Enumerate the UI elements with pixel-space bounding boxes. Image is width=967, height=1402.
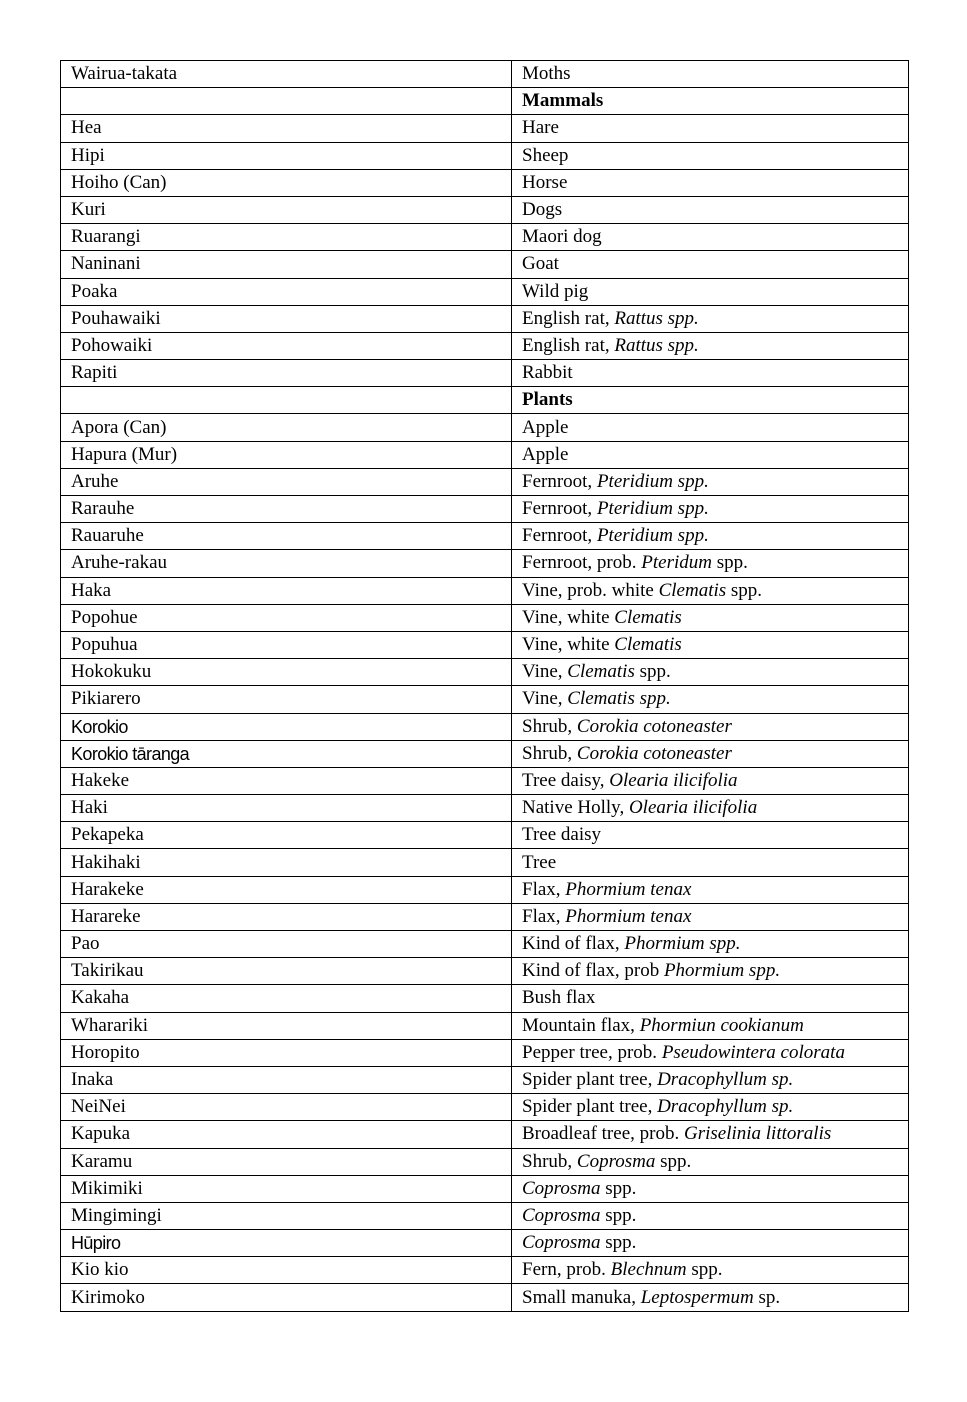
maori-name-cell: Ruarangi <box>61 224 512 251</box>
section-heading-row <box>61 88 909 115</box>
scientific-name: Rattus spp. <box>614 307 699 329</box>
maori-name-cell: Popohue <box>61 604 512 631</box>
table-row <box>61 523 909 550</box>
scientific-name: Phormium spp. <box>624 933 741 955</box>
table-row <box>61 169 909 196</box>
english-name-cell <box>512 360 909 387</box>
english-name-cell <box>512 441 909 468</box>
english-name-cell <box>512 577 909 604</box>
english-name-cell <box>512 931 909 958</box>
scientific-name: Rattus spp. <box>614 334 699 356</box>
english-name-cell <box>512 1175 909 1202</box>
maori-name-cell: Aruhe-rakau <box>61 550 512 577</box>
scientific-name: Phormium spp. <box>663 960 781 982</box>
common-name-text: Fernroot, <box>522 470 597 492</box>
english-name-cell <box>512 1284 909 1311</box>
common-name-text: Kind of flax, <box>522 933 625 955</box>
table-row <box>61 1121 909 1148</box>
scientific-name: Dracophyllum sp. <box>657 1069 794 1091</box>
english-name-cell <box>512 631 909 658</box>
common-name-text: spp. <box>686 1259 723 1281</box>
common-name-text: Moths <box>522 63 571 85</box>
common-name-text: spp. <box>600 1177 637 1199</box>
glossary-table-body <box>61 61 909 1312</box>
common-name-text: Fernroot, prob. <box>522 552 642 574</box>
common-name-text: Vine, white <box>522 634 615 656</box>
scientific-name: Clematis spp. <box>567 688 671 710</box>
english-name-cell <box>512 958 909 985</box>
common-name-text: Vine, white <box>522 606 615 628</box>
scientific-name: Coprosma <box>522 1204 601 1226</box>
common-name-text: Dogs <box>522 199 563 221</box>
maori-name-cell: Wharariki <box>61 1012 512 1039</box>
maori-name-cell: Rarauhe <box>61 496 512 523</box>
table-row <box>61 1175 909 1202</box>
table-row <box>61 985 909 1012</box>
maori-name-cell: Haka <box>61 577 512 604</box>
common-name-text: English rat, <box>522 307 615 329</box>
maori-name-cell: Hoiho (Can) <box>61 169 512 196</box>
common-name-text: Bush flax <box>522 987 596 1009</box>
common-name-text: Tree <box>522 851 557 873</box>
common-name-text: spp. <box>655 1150 692 1172</box>
common-name-text: Wild pig <box>522 280 589 302</box>
table-row <box>61 1039 909 1066</box>
common-name-text: Pepper tree, prob. <box>522 1041 662 1063</box>
common-name-text: Maori dog <box>522 226 602 248</box>
scientific-name: Coprosma <box>522 1232 601 1254</box>
maori-name-cell: Pouhawaiki <box>61 305 512 332</box>
table-row <box>61 686 909 713</box>
english-name-cell <box>512 142 909 169</box>
maori-name-cell: Harakeke <box>61 876 512 903</box>
common-name-text: Rabbit <box>522 362 573 384</box>
scientific-name: Olearia ilicifolia <box>609 769 738 791</box>
table-row <box>61 1012 909 1039</box>
table-row <box>61 1094 909 1121</box>
english-name-cell <box>512 1039 909 1066</box>
english-name-cell <box>512 550 909 577</box>
scientific-name: Phormium tenax <box>565 878 692 900</box>
scientific-name: Clematis <box>614 606 682 628</box>
section-heading-cell <box>512 88 909 115</box>
table-row <box>61 61 909 88</box>
section-heading-cell <box>512 387 909 414</box>
maori-name-cell: Hokokuku <box>61 659 512 686</box>
maori-name-cell: Kirimoko <box>61 1284 512 1311</box>
english-name-cell <box>512 686 909 713</box>
maori-name-cell: Karamu <box>61 1148 512 1175</box>
english-name-cell <box>512 604 909 631</box>
scientific-name: Corokia cotoneaster <box>576 715 732 737</box>
common-name-text: Flax, <box>522 905 566 927</box>
section-heading-row <box>61 387 909 414</box>
scientific-name: Leptospermum <box>640 1286 754 1308</box>
english-name-cell <box>512 713 909 740</box>
table-row <box>61 577 909 604</box>
table-row <box>61 958 909 985</box>
maori-name-cell: Naninani <box>61 251 512 278</box>
maori-name-cell: Hapura (Mur) <box>61 441 512 468</box>
common-name-text: Fernroot, <box>522 498 597 520</box>
scientific-name: Pseudowintera colorata <box>661 1041 845 1063</box>
maori-name-cell: Horopito <box>61 1039 512 1066</box>
maori-name-cell: Kakaha <box>61 985 512 1012</box>
english-name-cell <box>512 414 909 441</box>
common-name-text: Shrub, <box>522 715 577 737</box>
scientific-name: Phormium tenax <box>565 905 692 927</box>
scientific-name: Coprosma <box>522 1177 601 1199</box>
english-name-cell <box>512 1094 909 1121</box>
table-row <box>61 931 909 958</box>
english-name-cell <box>512 1230 909 1257</box>
common-name-text: English rat, <box>522 334 615 356</box>
maori-name-cell: Apora (Can) <box>61 414 512 441</box>
maori-name-cell: Hakihaki <box>61 849 512 876</box>
maori-name-cell: Popuhua <box>61 631 512 658</box>
common-name-text: Shrub, <box>522 1150 577 1172</box>
common-name-text: Small manuka, <box>522 1286 641 1308</box>
common-name-text: Shrub, <box>522 742 577 764</box>
common-name-text: Apple <box>522 416 569 438</box>
table-row <box>61 196 909 223</box>
english-name-cell <box>512 985 909 1012</box>
scientific-name: Dracophyllum sp. <box>657 1096 794 1118</box>
table-row <box>61 550 909 577</box>
maori-name-cell: Kuri <box>61 196 512 223</box>
scientific-name: Blechnum <box>610 1259 687 1281</box>
english-name-cell <box>512 659 909 686</box>
maori-name-cell: Korokio tāranga <box>61 740 512 767</box>
table-row <box>61 822 909 849</box>
maori-name-cell: Hipi <box>61 142 512 169</box>
common-name-text: Vine, <box>522 661 568 683</box>
common-name-text: Plants <box>522 389 573 411</box>
common-name-text: spp. <box>711 552 748 574</box>
table-row <box>61 767 909 794</box>
maori-name-cell <box>61 88 512 115</box>
scientific-name: Coprosma <box>576 1150 656 1172</box>
english-name-cell <box>512 1012 909 1039</box>
table-row <box>61 740 909 767</box>
english-name-cell <box>512 115 909 142</box>
table-row <box>61 224 909 251</box>
table-row <box>61 795 909 822</box>
common-name-text: Fern, prob. <box>522 1259 611 1281</box>
english-name-cell <box>512 196 909 223</box>
common-name-text: spp. <box>634 661 671 683</box>
table-row <box>61 903 909 930</box>
english-name-cell <box>512 468 909 495</box>
scientific-name: Corokia cotoneaster <box>576 742 732 764</box>
common-name-text: Apple <box>522 443 569 465</box>
table-row <box>61 631 909 658</box>
document-page <box>60 60 908 1312</box>
common-name-text: Broadleaf tree, prob. <box>522 1123 684 1145</box>
common-name-text: Tree daisy, <box>522 769 610 791</box>
english-name-cell <box>512 1066 909 1093</box>
maori-name-cell: Wairua-takata <box>61 61 512 88</box>
common-name-text: Vine, <box>522 688 568 710</box>
table-row <box>61 332 909 359</box>
english-name-cell <box>512 278 909 305</box>
table-row <box>61 305 909 332</box>
table-row <box>61 251 909 278</box>
table-row <box>61 360 909 387</box>
maori-name-cell: Hea <box>61 115 512 142</box>
maori-name-cell <box>61 387 512 414</box>
english-name-cell <box>512 332 909 359</box>
maori-name-cell: Hakeke <box>61 767 512 794</box>
maori-name-cell: Aruhe <box>61 468 512 495</box>
common-name-text: Flax, <box>522 878 566 900</box>
table-row <box>61 604 909 631</box>
maori-name-cell: Hūpiro <box>61 1230 512 1257</box>
scientific-name: Clematis <box>614 634 682 656</box>
maori-name-cell: Korokio <box>61 713 512 740</box>
scientific-name: Pteridium spp. <box>596 525 709 547</box>
maori-name-cell: Poaka <box>61 278 512 305</box>
common-name-text: Native Holly, <box>522 797 629 819</box>
maori-name-cell: Rauaruhe <box>61 523 512 550</box>
common-name-text: spp. <box>600 1232 637 1254</box>
common-name-text: Sheep <box>522 144 569 166</box>
maori-name-cell: Pao <box>61 931 512 958</box>
english-name-cell <box>512 169 909 196</box>
english-name-cell <box>512 251 909 278</box>
maori-name-cell: Inaka <box>61 1066 512 1093</box>
common-name-text: sp. <box>753 1286 781 1308</box>
table-row <box>61 1230 909 1257</box>
table-row <box>61 876 909 903</box>
table-row <box>61 1066 909 1093</box>
table-row <box>61 441 909 468</box>
maori-name-cell: Haki <box>61 795 512 822</box>
scientific-name: Clematis <box>658 579 727 601</box>
english-name-cell <box>512 224 909 251</box>
maori-name-cell: Rapiti <box>61 360 512 387</box>
maori-name-cell: Pekapeka <box>61 822 512 849</box>
table-row <box>61 1148 909 1175</box>
english-name-cell <box>512 1202 909 1229</box>
maori-name-cell: Takirikau <box>61 958 512 985</box>
table-row <box>61 142 909 169</box>
scientific-name: Phormiun cookianum <box>639 1014 804 1036</box>
table-row <box>61 115 909 142</box>
english-name-cell <box>512 61 909 88</box>
english-name-cell <box>512 876 909 903</box>
english-name-cell <box>512 496 909 523</box>
english-name-cell <box>512 795 909 822</box>
table-row <box>61 278 909 305</box>
english-name-cell <box>512 1257 909 1284</box>
english-name-cell <box>512 1121 909 1148</box>
maori-name-cell: Harareke <box>61 903 512 930</box>
common-name-text: Kind of flax, prob <box>522 960 664 982</box>
table-row <box>61 468 909 495</box>
english-name-cell <box>512 740 909 767</box>
maori-name-cell: Kio kio <box>61 1257 512 1284</box>
common-name-text: spp. <box>600 1204 637 1226</box>
common-name-text: Tree daisy <box>522 824 601 846</box>
common-name-text: Horse <box>522 171 568 193</box>
maori-name-cell: NeiNei <box>61 1094 512 1121</box>
scientific-name: Griselinia littoralis <box>683 1123 832 1145</box>
table-row <box>61 1257 909 1284</box>
table-row <box>61 414 909 441</box>
table-row <box>61 659 909 686</box>
common-name-text: Goat <box>522 253 559 275</box>
english-name-cell <box>512 305 909 332</box>
english-name-cell <box>512 822 909 849</box>
maori-name-cell: Kapuka <box>61 1121 512 1148</box>
english-name-cell <box>512 903 909 930</box>
english-name-cell <box>512 523 909 550</box>
common-name-text: Mammals <box>522 90 604 112</box>
table-row <box>61 1202 909 1229</box>
table-row <box>61 496 909 523</box>
common-name-text: spp. <box>726 579 763 601</box>
maori-name-cell: Pikiarero <box>61 686 512 713</box>
scientific-name: Pteridium spp. <box>596 470 709 492</box>
scientific-name: Clematis <box>567 661 635 683</box>
table-row <box>61 849 909 876</box>
species-glossary-table <box>60 60 909 1312</box>
scientific-name: Olearia ilicifolia <box>628 797 758 819</box>
english-name-cell <box>512 1148 909 1175</box>
common-name-text: Spider plant tree, <box>522 1096 658 1118</box>
table-row <box>61 1284 909 1311</box>
english-name-cell <box>512 767 909 794</box>
maori-name-cell: Mikimiki <box>61 1175 512 1202</box>
scientific-name: Pteridium spp. <box>596 498 709 520</box>
english-name-cell <box>512 849 909 876</box>
common-name-text: Fernroot, <box>522 525 597 547</box>
common-name-text: Mountain flax, <box>522 1014 640 1036</box>
scientific-name: Pteridum <box>641 552 712 574</box>
maori-name-cell: Pohowaiki <box>61 332 512 359</box>
maori-name-cell: Mingimingi <box>61 1202 512 1229</box>
common-name-text: Vine, prob. white <box>522 579 659 601</box>
common-name-text: Spider plant tree, <box>522 1069 658 1091</box>
table-row <box>61 713 909 740</box>
common-name-text: Hare <box>522 117 559 139</box>
